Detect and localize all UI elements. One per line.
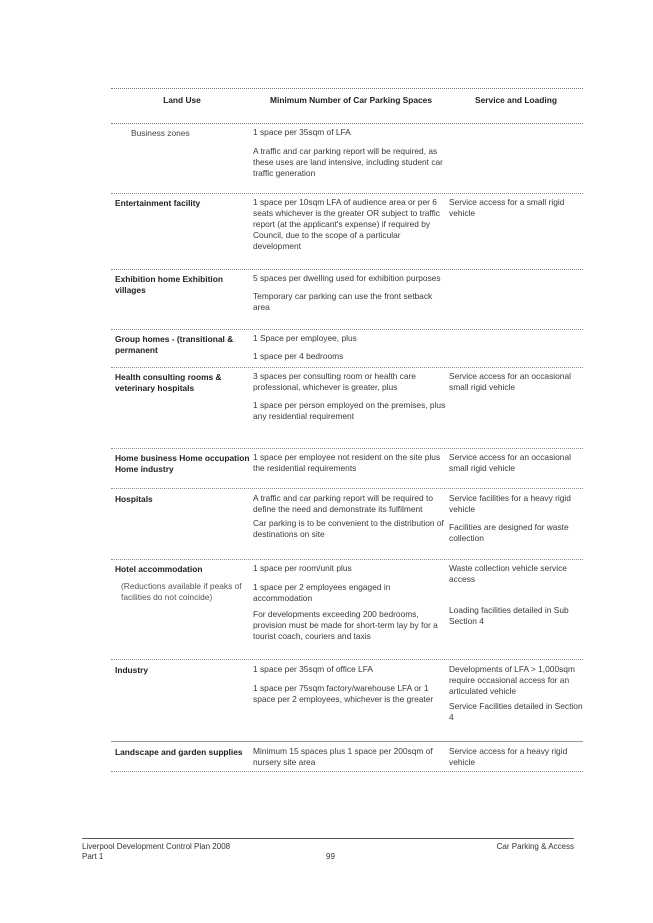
land-use-label: Hotel accommodation: [115, 564, 203, 574]
service-cell: [449, 664, 583, 741]
service-cell: [449, 493, 583, 559]
service-cell: [449, 333, 583, 367]
parking-text: 5 spaces per dwelling used for exhibition purposes: [253, 273, 441, 283]
parking-text: 1 space per person employed on the premises, plus any residential requirement: [253, 400, 446, 421]
parking-text: A traffic and car parking report will be required to define the need and demonstrate its fulfilment: [253, 493, 434, 514]
land-use-cell: Home business Home occupation Home industry: [115, 453, 250, 474]
parking-cell: [253, 371, 449, 448]
parking-text: 3 spaces per consulting room or health care professional, whichever is greater, plus: [253, 371, 416, 392]
land-use-note: (Reductions available if peaks of facilities do not coincide): [121, 581, 242, 602]
header-parking: Minimum Number of Car Parking Spaces: [270, 95, 432, 105]
land-use-cell: Health consulting rooms & veterinary hospitals: [115, 372, 222, 393]
parking-text: Temporary car parking can use the front setback area: [253, 291, 433, 312]
service-cell: [449, 273, 583, 329]
parking-cell: [253, 664, 449, 741]
parking-text: 1 space per 10sqm LFA of audience area or per 6 seats whichever is the greater OR subject to traffic report (at the applicant's expense) if required by Council, due to the scope of a particular development: [253, 197, 440, 251]
parking-text: 1 space per 35sqm of LFA: [253, 127, 351, 137]
service-text: Developments of LFA > 1,000sqm require occasional access for an articulated vehicle: [449, 664, 575, 696]
parking-text: 1 space per room/unit plus: [253, 563, 352, 573]
parking-cell: [253, 493, 449, 559]
service-text: Service facilities for a heavy rigid vehicle: [449, 493, 571, 514]
land-use-cell: Landscape and garden supplies: [115, 747, 243, 757]
land-use-cell: Business zones: [131, 128, 190, 138]
table-row: [111, 194, 583, 270]
service-text: Service access for an occasional small rigid vehicle: [449, 452, 571, 473]
table-row: [111, 270, 583, 330]
parking-cell: [253, 197, 449, 269]
service-cell: [449, 452, 583, 488]
parking-text: Minimum 15 spaces plus 1 space per 200sqm of nursery site area: [253, 746, 433, 767]
header-service: Service and Loading: [475, 95, 557, 105]
footer-part: Part 1: [82, 851, 104, 861]
page-footer: [82, 838, 574, 861]
table-row: [111, 449, 583, 489]
land-use-cell: Group homes - (transitional & permanent: [115, 334, 234, 355]
parking-text: 1 Space per employee, plus: [253, 333, 357, 343]
footer-page-number: 99: [326, 852, 335, 861]
table-row: [111, 368, 583, 449]
service-cell: [449, 746, 583, 771]
service-text: Service access for an occasional small rigid vehicle: [449, 371, 571, 392]
parking-cell: [253, 273, 449, 329]
service-text: Facilities are designed for waste collection: [449, 522, 569, 543]
service-cell: [449, 371, 583, 448]
parking-cell: [253, 563, 449, 659]
header-land-use: Land Use: [163, 95, 201, 105]
parking-cell: [253, 452, 449, 488]
parking-text: 1 space per 4 bedrooms: [253, 351, 344, 361]
parking-text: 1 space per 35sqm of office LFA: [253, 664, 373, 674]
table-row: [111, 742, 583, 772]
parking-text: 1 space per 75sqm factory/warehouse LFA or 1 space per 2 employees, whichever is the greater: [253, 683, 434, 704]
parking-text: A traffic and car parking report will be required, as these uses are land intensive, including student car traffic generation: [253, 146, 443, 178]
table-row: [111, 330, 583, 368]
footer-section: Car Parking & Access: [496, 842, 574, 851]
land-use-cell: Entertainment facility: [115, 198, 201, 208]
footer-left: [82, 842, 230, 861]
service-cell: [449, 127, 583, 193]
parking-requirements-table: [111, 88, 583, 772]
table-header-row: [111, 89, 583, 124]
land-use-cell: Hospitals: [115, 494, 153, 504]
parking-cell: [253, 127, 449, 193]
service-text: Service access for a small rigid vehicle: [449, 197, 565, 218]
parking-text: 1 space per employee not resident on the site plus the residential requirements: [253, 452, 441, 473]
land-use-cell: Industry: [115, 665, 149, 675]
service-text: Service Facilities detailed in Section 4: [449, 701, 583, 722]
service-cell: [449, 197, 583, 269]
land-use-cell: Exhibition home Exhibition villages: [115, 274, 223, 295]
service-text: Service access for a heavy rigid vehicle: [449, 746, 568, 767]
table-row: [111, 660, 583, 742]
parking-cell: [253, 333, 449, 367]
table-row: [111, 489, 583, 560]
table-row: [111, 124, 583, 194]
parking-text: For developments exceeding 200 bedrooms, provision must be made for short-term lay by for a tourist coach, couriers and taxis: [253, 609, 438, 641]
land-use-cell: [111, 563, 253, 659]
table-row: [111, 560, 583, 660]
service-text: Loading facilities detailed in Sub Section 4: [449, 605, 569, 626]
parking-cell: [253, 746, 449, 771]
footer-doc-title: Liverpool Development Control Plan 2008: [82, 842, 231, 851]
parking-text: 1 space per 2 employees engaged in accommodation: [253, 582, 391, 603]
service-text: Waste collection vehicle service access: [449, 563, 567, 584]
service-cell: [449, 563, 583, 659]
parking-text: Car parking is to be convenient to the distribution of destinations on site: [253, 518, 444, 539]
